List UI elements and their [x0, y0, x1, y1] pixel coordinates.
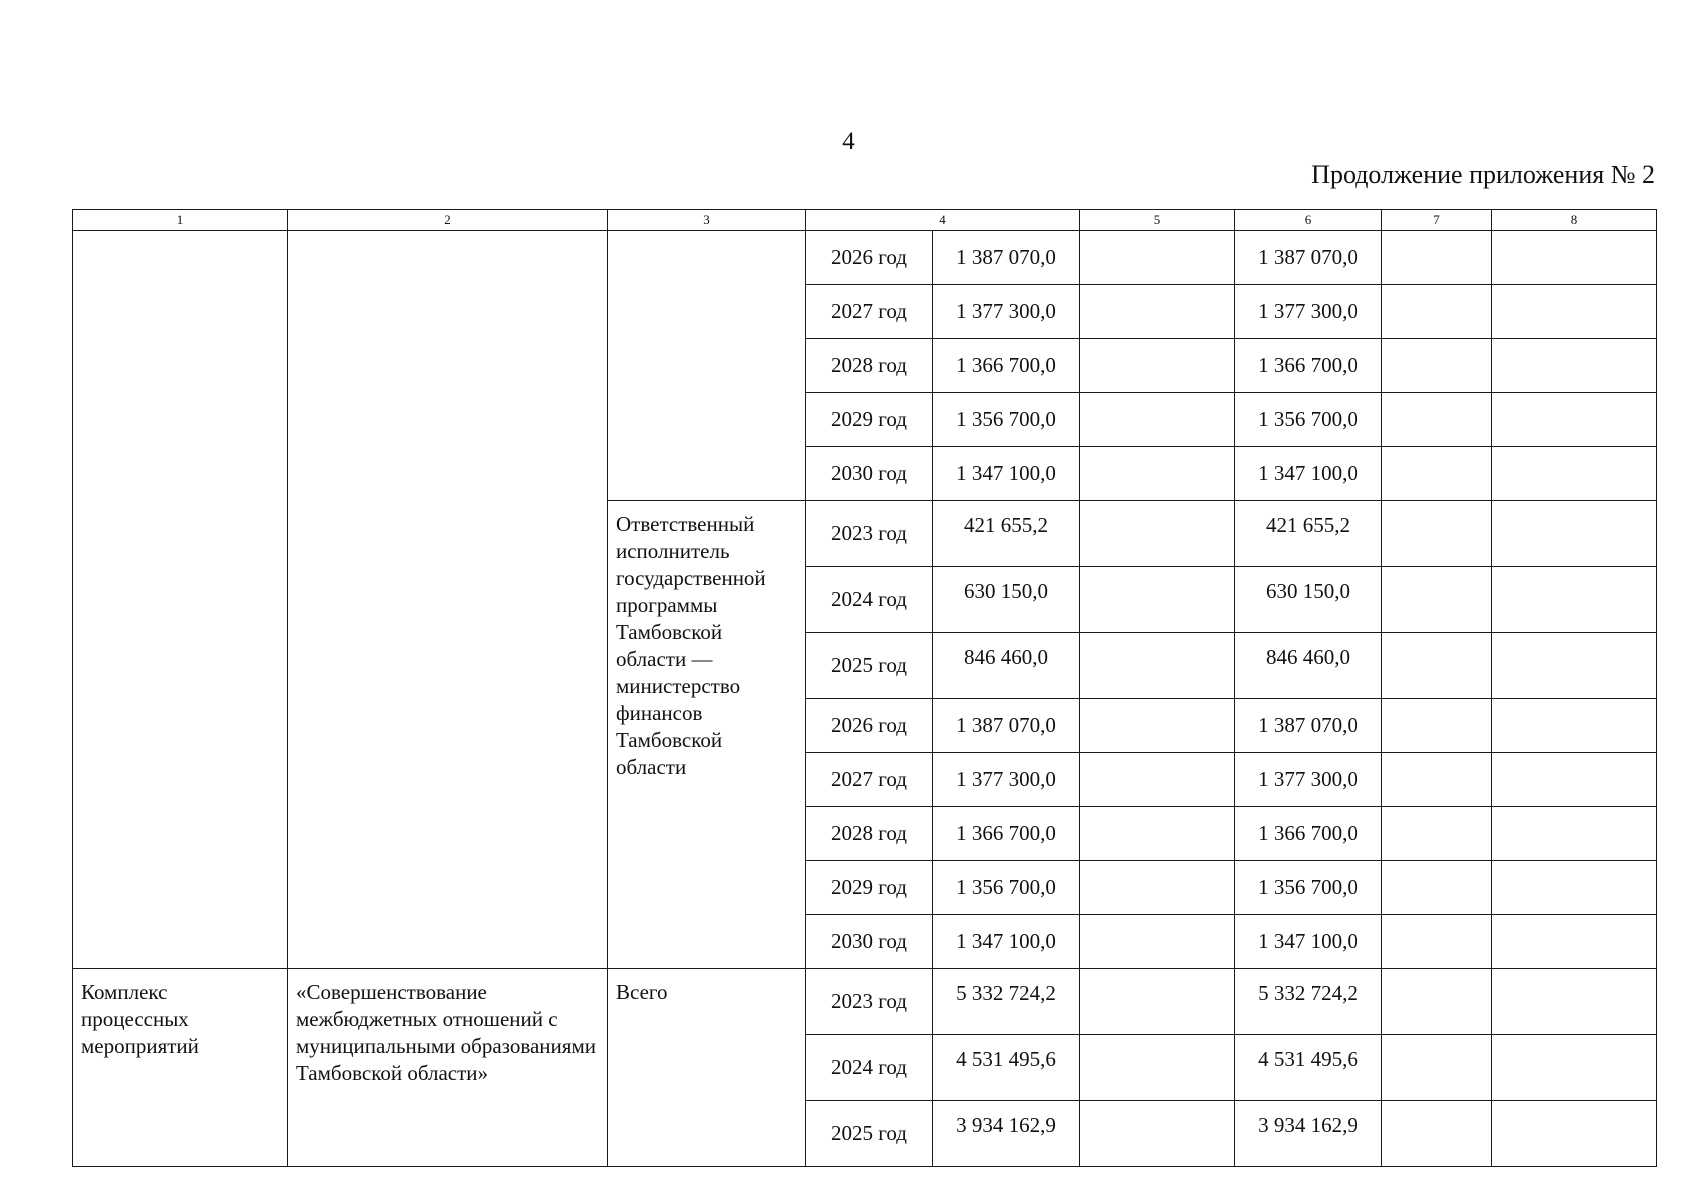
value-col8 — [1492, 231, 1657, 285]
value-col7 — [1382, 807, 1492, 861]
continuation-heading: Продолжение приложения № 2 — [1311, 160, 1655, 189]
value-col7 — [1382, 699, 1492, 753]
value-col8 — [1492, 753, 1657, 807]
value-col5 — [1080, 1035, 1235, 1101]
col-header-8: 8 — [1492, 210, 1657, 231]
value-col8 — [1492, 567, 1657, 633]
value-col5 — [1080, 501, 1235, 567]
value-col4: 1 366 700,0 — [933, 807, 1080, 861]
value-col8 — [1492, 447, 1657, 501]
value-col4: 5 332 724,2 — [933, 969, 1080, 1035]
year-cell: 2027 год — [806, 285, 933, 339]
col-header-6: 6 — [1235, 210, 1382, 231]
value-col7 — [1382, 501, 1492, 567]
value-col6: 846 460,0 — [1235, 633, 1382, 699]
value-col6: 1 366 700,0 — [1235, 339, 1382, 393]
year-cell: 2029 год — [806, 393, 933, 447]
value-col6: 1 347 100,0 — [1235, 915, 1382, 969]
value-col5 — [1080, 807, 1235, 861]
value-col4: 3 934 162,9 — [933, 1101, 1080, 1167]
value-col8 — [1492, 1035, 1657, 1101]
cell-col3-empty — [608, 231, 806, 501]
cell-col1-empty — [73, 231, 288, 969]
year-cell: 2023 год — [806, 501, 933, 567]
value-col5 — [1080, 447, 1235, 501]
value-col4: 1 377 300,0 — [933, 285, 1080, 339]
value-col4: 1 387 070,0 — [933, 231, 1080, 285]
value-col4: 1 347 100,0 — [933, 447, 1080, 501]
value-col4: 846 460,0 — [933, 633, 1080, 699]
year-cell: 2023 год — [806, 969, 933, 1035]
year-cell: 2028 год — [806, 339, 933, 393]
year-cell: 2026 год — [806, 699, 933, 753]
value-col6: 1 356 700,0 — [1235, 393, 1382, 447]
value-col7 — [1382, 339, 1492, 393]
cell-col2-empty — [288, 231, 608, 969]
col-header-5: 5 — [1080, 210, 1235, 231]
value-col5 — [1080, 699, 1235, 753]
col-header-1: 1 — [73, 210, 288, 231]
col-header-4: 4 — [806, 210, 1080, 231]
value-col4: 421 655,2 — [933, 501, 1080, 567]
year-cell: 2025 год — [806, 633, 933, 699]
value-col4: 630 150,0 — [933, 567, 1080, 633]
year-cell: 2029 год — [806, 861, 933, 915]
year-cell: 2030 год — [806, 915, 933, 969]
value-col5 — [1080, 285, 1235, 339]
value-col8 — [1492, 1101, 1657, 1167]
funding-source-cell: Всего — [608, 969, 806, 1167]
value-col5 — [1080, 339, 1235, 393]
year-cell: 2027 год — [806, 753, 933, 807]
value-col5 — [1080, 633, 1235, 699]
table-row — [73, 231, 1657, 285]
year-cell: 2024 год — [806, 567, 933, 633]
year-cell: 2028 год — [806, 807, 933, 861]
page-number: 4 — [842, 128, 855, 155]
value-col6: 630 150,0 — [1235, 567, 1382, 633]
value-col7 — [1382, 285, 1492, 339]
value-col4: 1 366 700,0 — [933, 339, 1080, 393]
value-col5 — [1080, 567, 1235, 633]
executor-cell: Ответственный исполнитель государственной программы Тамбовской области — министерство финансов Тамбовской области — [608, 501, 806, 969]
value-col8 — [1492, 915, 1657, 969]
value-col8 — [1492, 699, 1657, 753]
value-col7 — [1382, 969, 1492, 1035]
col-header-3: 3 — [608, 210, 806, 231]
value-col6: 4 531 495,6 — [1235, 1035, 1382, 1101]
value-col4: 1 356 700,0 — [933, 861, 1080, 915]
table-row — [73, 969, 1657, 1035]
value-col5 — [1080, 393, 1235, 447]
value-col6: 1 377 300,0 — [1235, 285, 1382, 339]
value-col7 — [1382, 393, 1492, 447]
value-col4: 1 356 700,0 — [933, 393, 1080, 447]
value-col4: 4 531 495,6 — [933, 1035, 1080, 1101]
value-col7 — [1382, 1035, 1492, 1101]
value-col7 — [1382, 231, 1492, 285]
value-col8 — [1492, 633, 1657, 699]
col-header-7: 7 — [1382, 210, 1492, 231]
value-col7 — [1382, 633, 1492, 699]
value-col8 — [1492, 969, 1657, 1035]
value-col7 — [1382, 567, 1492, 633]
year-cell: 2024 год — [806, 1035, 933, 1101]
value-col6: 3 934 162,9 — [1235, 1101, 1382, 1167]
value-col5 — [1080, 231, 1235, 285]
value-col6: 1 356 700,0 — [1235, 861, 1382, 915]
value-col8 — [1492, 285, 1657, 339]
value-col8 — [1492, 339, 1657, 393]
value-col8 — [1492, 501, 1657, 567]
year-cell: 2026 год — [806, 231, 933, 285]
year-cell: 2025 год — [806, 1101, 933, 1167]
value-col5 — [1080, 1101, 1235, 1167]
value-col8 — [1492, 807, 1657, 861]
program-type-cell: Комплекс процессных мероприятий — [73, 969, 288, 1167]
value-col7 — [1382, 915, 1492, 969]
value-col6: 1 347 100,0 — [1235, 447, 1382, 501]
value-col6: 1 366 700,0 — [1235, 807, 1382, 861]
value-col5 — [1080, 915, 1235, 969]
program-name-cell: «Совершенствование межбюджетных отношений с муниципальными образованиями Тамбовской области» — [288, 969, 608, 1167]
value-col4: 1 377 300,0 — [933, 753, 1080, 807]
value-col8 — [1492, 861, 1657, 915]
value-col7 — [1382, 447, 1492, 501]
value-col6: 1 387 070,0 — [1235, 699, 1382, 753]
value-col4: 1 387 070,0 — [933, 699, 1080, 753]
value-col4: 1 347 100,0 — [933, 915, 1080, 969]
value-col5 — [1080, 861, 1235, 915]
value-col7 — [1382, 753, 1492, 807]
value-col6: 1 377 300,0 — [1235, 753, 1382, 807]
budget-table — [72, 209, 1657, 1167]
value-col8 — [1492, 393, 1657, 447]
value-col6: 421 655,2 — [1235, 501, 1382, 567]
value-col5 — [1080, 969, 1235, 1035]
value-col7 — [1382, 1101, 1492, 1167]
value-col6: 5 332 724,2 — [1235, 969, 1382, 1035]
value-col5 — [1080, 753, 1235, 807]
col-header-2: 2 — [288, 210, 608, 231]
value-col7 — [1382, 861, 1492, 915]
value-col6: 1 387 070,0 — [1235, 231, 1382, 285]
year-cell: 2030 год — [806, 447, 933, 501]
column-number-row — [73, 210, 1657, 231]
